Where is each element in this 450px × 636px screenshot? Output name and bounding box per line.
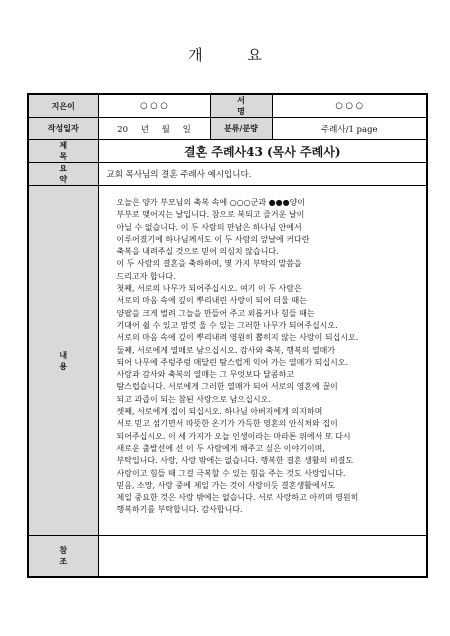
- content-line: 서로 믿고 섬기면서 따뜻한 온기가 가득한 영혼의 안식처와 집이: [116, 419, 338, 429]
- content-line: 아닐 수 없습니다. 이 두 사람의 만남은 하나님 안에서: [116, 222, 302, 232]
- author-row: [28, 94, 427, 118]
- content-line: 부부로 맺어지는 날입니다. 참으로 복되고 즐거운 날이: [116, 210, 305, 220]
- summary-row: [28, 163, 427, 186]
- summary-form: [27, 93, 428, 578]
- content-line: 서로의 마음 속에 깊이 뿌리내린 사랑이 되어 더울 때는: [116, 296, 307, 306]
- content-row: [28, 186, 427, 536]
- summary-label: 요 약: [28, 163, 98, 186]
- page-title: 개 요: [188, 46, 282, 64]
- content-line: 사랑과 감사와 축복의 열매는 그 무엇보다 달콤하고: [116, 370, 295, 380]
- category-value: 주례사/1 page: [272, 118, 427, 140]
- reference-row: [28, 536, 427, 578]
- content-line: 믿음, 소망, 사랑 중에 제일 가는 것이 사랑이듯 결혼생활에서도: [116, 480, 336, 490]
- content-line: 되어 나무에 주렁주렁 매달린 탐스럽게 익어 가는 열매가 되십시오.: [116, 357, 349, 367]
- content-line: 되어주십시오. 이 세 가지가 오늘 인생이라는 마라톤 위에서 또 다시: [116, 431, 351, 441]
- content-line: 행복하기를 부탁합니다. 감사합니다.: [116, 505, 243, 515]
- content-line: 되고 과즙이 되는 참된 사랑으로 남으십시오.: [116, 394, 271, 404]
- content-label: 내 용: [28, 186, 98, 536]
- category-label: 분류/분량: [210, 118, 272, 140]
- date-label: 작성일자: [28, 118, 98, 140]
- content-body: [99, 186, 427, 517]
- content-line: 사랑이고 힘들 때 그걸 극복할 수 있는 힘을 주는 것도 사랑입니다.: [116, 468, 346, 478]
- reference-value: [98, 536, 427, 578]
- type-label: 서 명: [210, 94, 272, 118]
- author-value: ○ ○ ○: [98, 94, 210, 118]
- content-line: 셋째, 서로에게 집이 되십시오. 하나님 아버지에게 의지하며: [116, 407, 323, 417]
- content-line: 부탁입니다. 사랑, 사랑 밖에는 없습니다. 행복한 결혼 생활의 비결도: [116, 456, 354, 466]
- subject-label: 제 목: [28, 140, 98, 163]
- author-label: 지은이: [28, 94, 98, 118]
- content-line: 새로운 출발선에 선 이 두 사람에게 해주고 싶은 이야기이며,: [116, 443, 325, 453]
- content-line: 드리고자 합니다.: [116, 271, 176, 281]
- subject-row: [28, 140, 427, 163]
- content-line: 이 두 사람의 결혼을 축하하며, 몇 가지 부탁의 말씀을: [116, 259, 302, 269]
- date-row: [28, 118, 427, 140]
- content-line: 둘째, 서로에게 열매로 남으십시오. 감사와 축복, 행복의 열매가: [116, 345, 336, 355]
- content-line: 이루어졌기에 하나님께서도 이 두 사람의 앞날에 커다란: [116, 234, 310, 244]
- subject-value: 결혼 주례사43 (목사 주례사): [98, 140, 427, 163]
- reference-label: 참 조: [28, 536, 98, 578]
- content-line: 축복을 내려주실 것으로 믿어 의심치 않습니다.: [116, 247, 279, 257]
- content-line: 오늘은 양가 부모님의 축복 속에 ○○○군과 ●●●양이: [116, 198, 306, 207]
- summary-value: 교회 목사님의 결혼 주례사 예시입니다.: [98, 163, 427, 186]
- content-line: 기대어 쉴 수 있고 맘껏 울 수 있는 그러한 나무가 되어주십시오.: [116, 320, 338, 330]
- content-line: 서로의 마음 속에 깊이 뿌리내려 영원히 뽑히지 않는 사랑이 되십시오.: [116, 333, 359, 343]
- content-line: 첫째, 서로의 나무가 되어주십시오. 여기 이 두 사람은: [116, 284, 302, 294]
- date-value: 20 년 월 일: [98, 118, 210, 140]
- content-line: 양팔을 크게 벌려 그늘을 만들어 주고 외롭거나 힘들 때는: [116, 308, 315, 318]
- content-line: 제일 중요한 것은 사랑 밖에는 없습니다. 서로 사랑하고 아끼며 영원히: [116, 493, 359, 503]
- type-value: ○ ○ ○: [272, 94, 427, 118]
- content-cell: [98, 186, 427, 536]
- content-line: 탐스럽습니다. 서로에게 그러한 열매가 되어 서로의 영혼에 꿀이: [116, 382, 338, 392]
